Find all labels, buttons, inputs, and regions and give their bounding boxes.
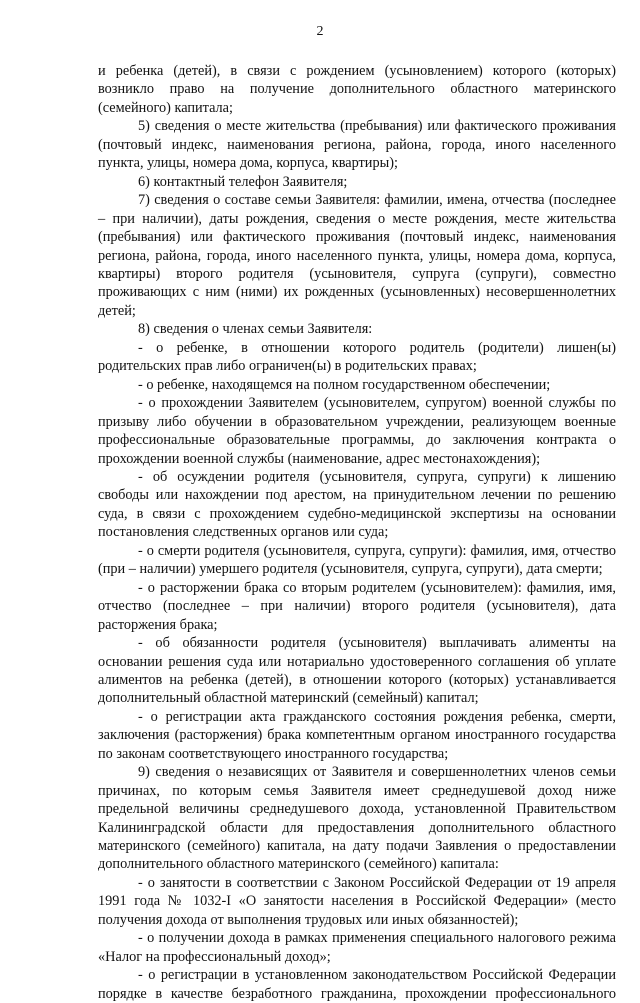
paragraph-item-8: 8) сведения о членах семьи Заявителя:: [138, 321, 373, 338]
page-number: 2: [316, 24, 324, 39]
paragraph-item-5: 5) сведения о месте жительства (пребывания) или фактического проживания (почтовый индекс, наименования региона, района, города, иного населенного пункта, улицы, номера дома, корпуса, квартиры);: [98, 118, 616, 172]
paragraph-unemployed-registration: - о регистрации в установленном законодательством Российской Федерации порядке в качестве безработного гражданина, прохождении профессионального: [98, 967, 616, 1002]
paragraph-conviction: - об осуждении родителя (усыновителя, супруга, супруги) к лишению свободы или нахождении под арестом, на принудительном лечении по решению суда, в связи с прохождением судебно-медицинской экспертизы на основании постановления следственных органов или суда;: [98, 468, 616, 541]
paragraph-item-6: 6) контактный телефон Заявителя;: [138, 173, 348, 190]
paragraph-continuation: и ребенка (детей), в связи с рождением (усыновлением) которого (которых) возникло право на получение дополнительного областного материнского (семейного) капитала;: [98, 63, 616, 116]
paragraph-foreign-registration: - о регистрации акта гражданского состояния рождения ребенка, смерти, заключения (расторжения) брака компетентным органом иностранного государства по законам соответствующего иностранного государства;: [98, 708, 616, 762]
paragraph-military-service: - о прохождении Заявителем (усыновителем, супругом) военной службы по призыву либо обучении в образовательном учреждении, реализующем военные профессиональные образовательные программы, до заключения контракта о прохождении военной службы (наименование, адрес местонахождения);: [98, 395, 616, 467]
paragraph-professional-income-tax: - о получении дохода в рамках применения специального налогового режима «Налог на профессиональный доход»;: [98, 930, 616, 965]
paragraph-divorce: - о расторжении брака со вторым родителем (усыновителем): фамилия, имя, отчество (последнее – при наличии) второго родителя (усыновителя), дата расторжения брака;: [98, 579, 616, 633]
document-body: [98, 62, 616, 1003]
paragraph-child-state-support: - о ребенке, находящемся на полном государственном обеспечении;: [138, 376, 551, 393]
paragraph-death: - о смерти родителя (усыновителя, супруга, супруги): фамилия, имя, отчество (при – наличии) умершего родителя (усыновителя, супруга, супруги), дата смерти;: [98, 542, 616, 578]
paragraph-child-deprived-rights: - о ребенке, в отношении которого родитель (родители) лишен(ы) родительских прав либо ограничен(ы) в родительских правах;: [98, 339, 616, 375]
paragraph-alimony: - об обязанности родителя (усыновителя) выплачивать алименты на основании решения суда или нотариально удостоверенного соглашения об уплате алиментов на ребенка (детей), в отношении которого (которых) устанавливается дополнительный областной материнский (семейный) капитал;: [98, 635, 616, 707]
paragraph-employment: - о занятости в соответствии с Законом Российской Федерации от 19 апреля 1991 года № 1032-I «О занятости населения в Российской Федерации» (место получения дохода от выполнения трудовых или иных обязанностей);: [98, 874, 616, 928]
paragraph-item-7: 7) сведения о составе семьи Заявителя: фамилии, имена, отчества (последнее – при наличии), даты рождения, сведения о месте рождения, месте жительства (пребывания) или фактического проживания (почтовый индекс, наименования региона, района, города, иного населенного пункта, улицы, номера дома, корпуса, квартиры) второго родителя (усыновителя, супруга (супруги), совместно проживающих с ним (ними) их рожденных (усыновленных) несовершеннолетних детей;: [98, 192, 616, 319]
paragraph-item-9: 9) сведения о независящих от Заявителя и совершеннолетних членов семьи причинах, по которым семья Заявителя имеет среднедушевой доход ниже предельной величины среднедушевого дохода, установленной Правительством Калининградской области для предоставления дополнительного областного материнского (семейного) капитала, на дату подачи Заявления о предоставлении дополнительного областного материнского (семейного) капитала:: [98, 764, 616, 873]
